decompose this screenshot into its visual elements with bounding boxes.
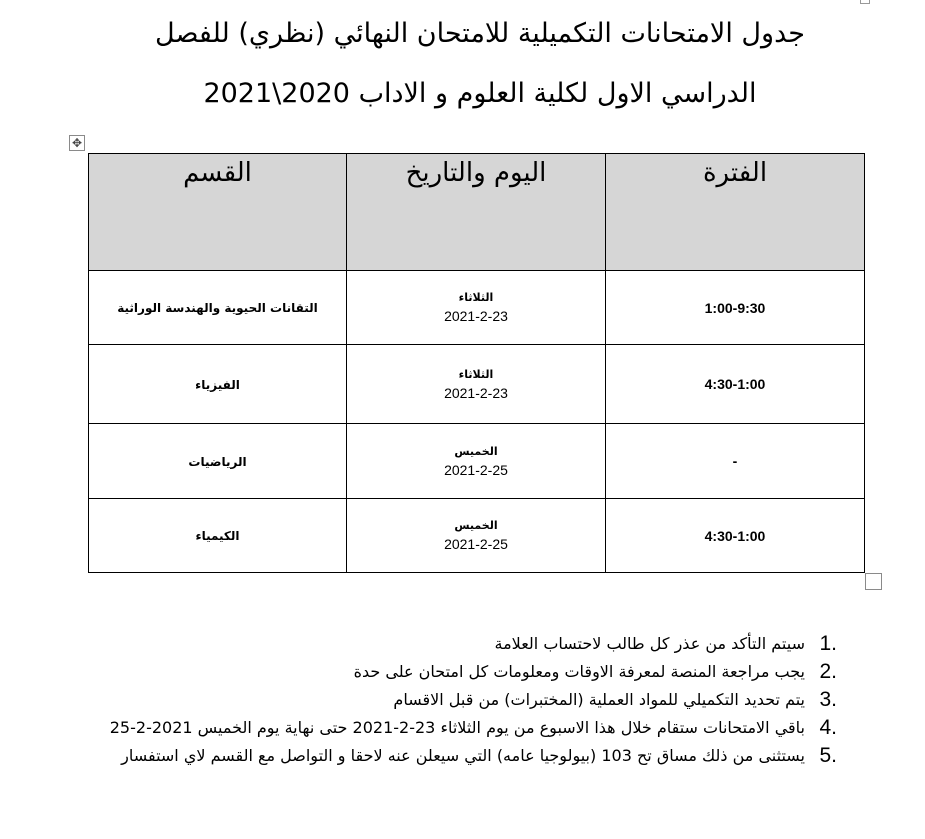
day-name: الخميس xyxy=(454,519,498,532)
list-number: 4. xyxy=(819,716,837,739)
department-cell xyxy=(89,345,347,424)
list-number: 2. xyxy=(819,660,837,683)
department-cell xyxy=(89,271,347,345)
list-item xyxy=(97,658,837,686)
day-name: الثلاثاء xyxy=(458,291,494,304)
period-cell xyxy=(606,271,865,345)
list-item xyxy=(97,686,837,714)
day-date-cell xyxy=(347,499,606,573)
department-name: الفيزياء xyxy=(195,377,240,392)
header-period: الفترة xyxy=(606,154,865,271)
department-name: الرياضيات xyxy=(188,454,247,469)
department-name: التقانات الحيوية والهندسة الوراثية xyxy=(117,301,318,315)
day-date-cell xyxy=(347,424,606,499)
page-corner-marker xyxy=(860,0,870,4)
list-number: 1. xyxy=(819,632,837,655)
day-name: الثلاثاء xyxy=(458,367,494,381)
period-cell xyxy=(606,424,865,499)
day-date-cell xyxy=(347,345,606,424)
document-title-line2: الدراسي الاول لكلية العلوم و الاداب 2020\2021 xyxy=(203,78,757,109)
table-row xyxy=(89,345,865,424)
period-cell xyxy=(606,345,865,424)
list-number: 3. xyxy=(819,688,837,711)
list-number: 5. xyxy=(819,744,837,767)
period-value: - xyxy=(732,453,738,469)
department-cell xyxy=(89,499,347,573)
table-row xyxy=(89,271,865,345)
table-header-row xyxy=(89,154,865,271)
header-department: القسم xyxy=(89,154,347,271)
notes-list xyxy=(97,630,837,770)
day-date-cell xyxy=(347,271,606,345)
note-text: سيتم التأكد من عذر كل طالب لاحتساب العلامة xyxy=(494,634,805,653)
table-row xyxy=(89,424,865,499)
note-text: يستثنى من ذلك مساق تح 103 (بيولوجيا عامه) التي سيعلن عنه لاحقا و التواصل مع القسم لاي استفسار xyxy=(121,746,805,765)
table-move-handle-icon[interactable]: ✥ xyxy=(69,135,85,151)
period-value: 1:00-9:30 xyxy=(704,299,766,316)
document-title-line1: جدول الامتحانات التكميلية للامتحان النهائي (نظري) للفصل xyxy=(155,18,805,49)
exam-schedule-table xyxy=(88,153,865,573)
department-cell xyxy=(89,424,347,499)
note-text: يجب مراجعة المنصة لمعرفة الاوقات ومعلومات كل امتحان على حدة xyxy=(353,662,805,681)
date-value: 2021-2-23 xyxy=(444,308,508,324)
note-text: يتم تحديد التكميلي للمواد العملية (المختبرات) من قبل الاقسام xyxy=(393,690,805,709)
table-row xyxy=(89,499,865,573)
day-name: الخميس xyxy=(454,444,498,458)
date-value: 2021-2-25 xyxy=(444,461,508,478)
department-name: الكيمياء xyxy=(195,529,240,543)
header-day-date: اليوم والتاريخ xyxy=(347,154,606,271)
table-resize-handle[interactable] xyxy=(865,573,882,590)
period-value: 4:30-1:00 xyxy=(704,376,766,392)
note-text: باقي الامتحانات ستقام خلال هذا الاسبوع من يوم الثلاثاء 23-2-2021 حتى نهاية يوم الخميس 2021-2-25 xyxy=(109,718,805,737)
date-value: 2021-2-25 xyxy=(444,536,508,552)
period-cell xyxy=(606,499,865,573)
list-item xyxy=(97,714,837,742)
date-value: 2021-2-23 xyxy=(444,384,508,401)
period-value: 4:30-1:00 xyxy=(704,527,766,544)
list-item xyxy=(97,630,837,658)
list-item xyxy=(97,742,837,770)
